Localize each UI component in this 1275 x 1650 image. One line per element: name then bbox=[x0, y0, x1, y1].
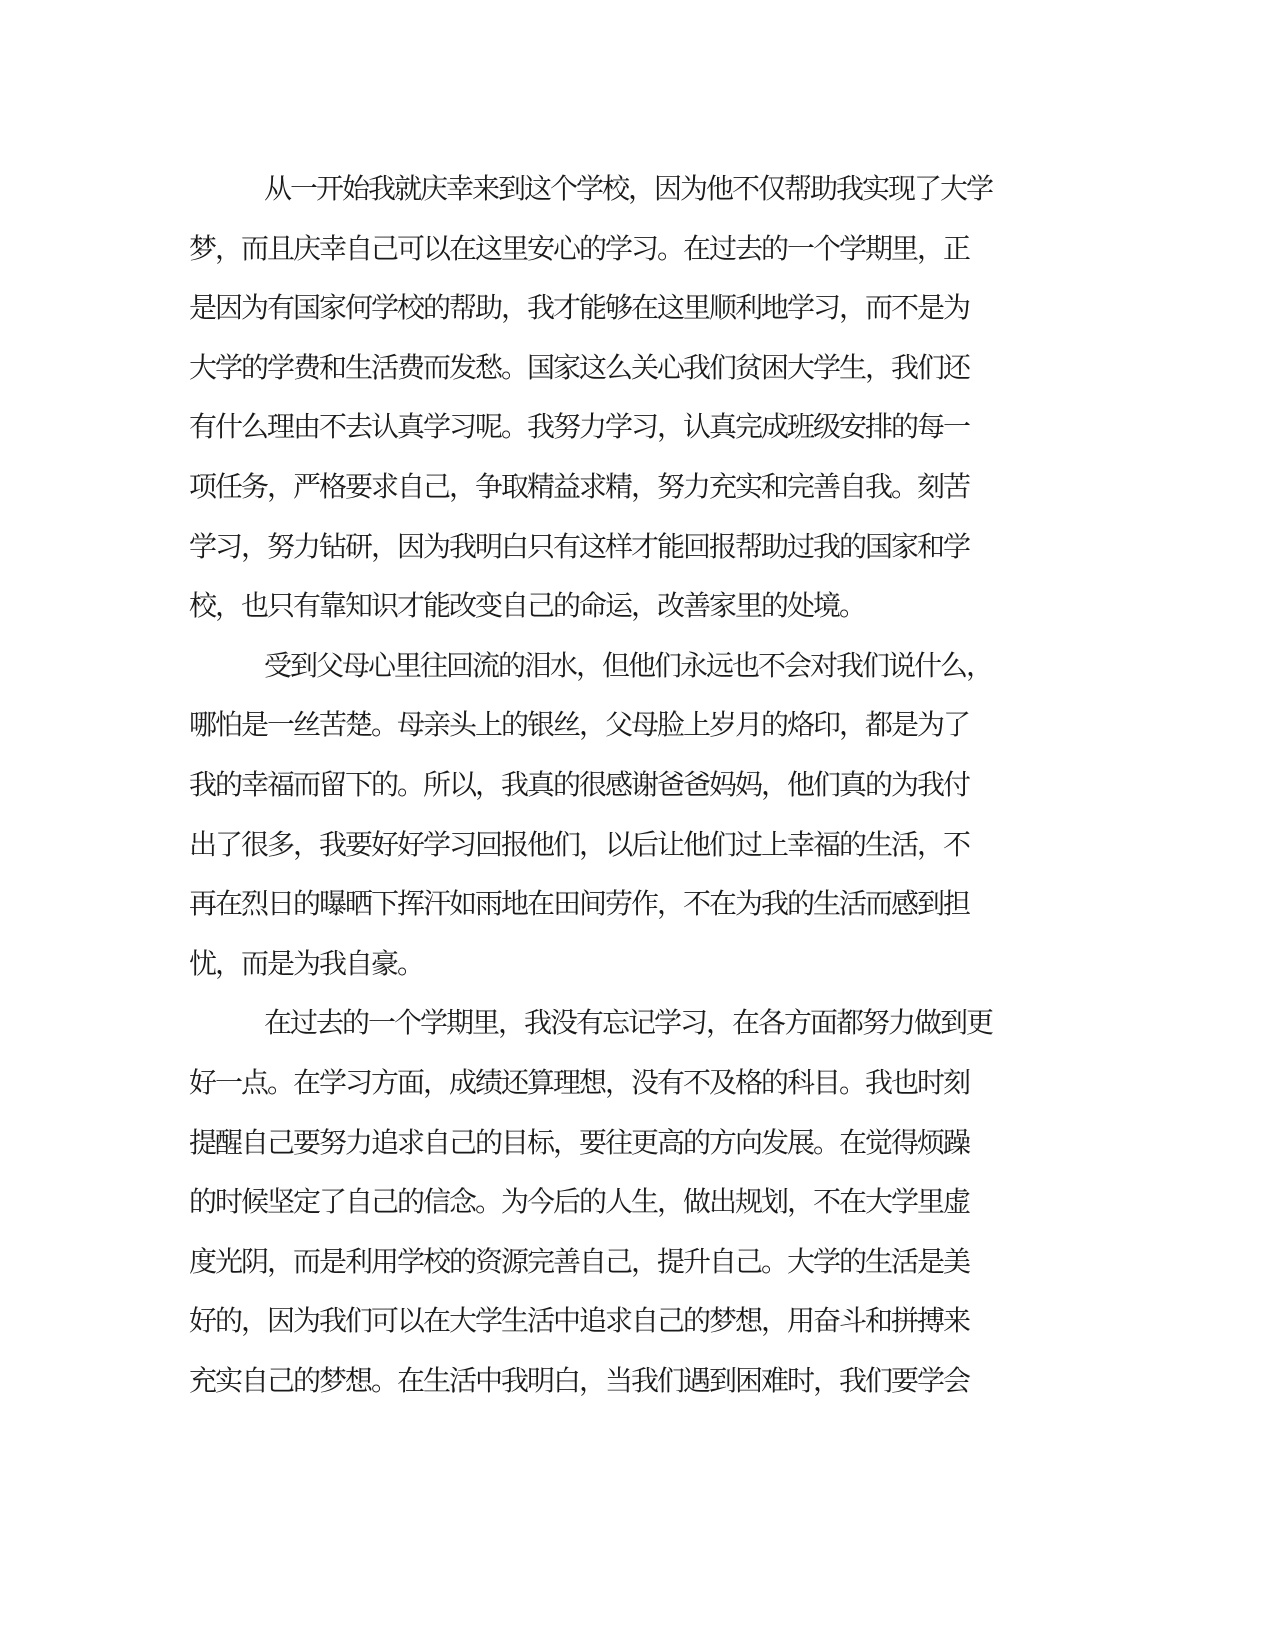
text-line: 哪怕是一丝苦楚。母亲头上的银丝，父母脸上岁月的烙印，都是为了 bbox=[189, 708, 970, 742]
paragraph-first-line: 受到父母心里往回流的泪水，但他们永远也不会对我们说什么， bbox=[264, 648, 993, 682]
text-line: 提醒自己要努力追求自己的目标，要往更高的方向发展。在觉得烦躁 bbox=[189, 1125, 970, 1159]
text-line: 的时候坚定了自己的信念。为今后的人生，做出规划，不在大学里虚 bbox=[189, 1185, 970, 1219]
text-line: 充实自己的梦想。在生活中我明白，当我们遇到困难时，我们要学会 bbox=[189, 1363, 970, 1397]
text-line: 学习，努力钻研，因为我明白只有这样才能回报帮助过我的国家和学 bbox=[189, 529, 970, 563]
text-line: 校，也只有靠知识才能改变自己的命运，改善家里的处境。 bbox=[189, 589, 866, 623]
body-text bbox=[189, 159, 1089, 1410]
paragraph-first-line: 在过去的一个学期里，我没有忘记学习，在各方面都努力做到更 bbox=[264, 1006, 993, 1040]
text-line: 有什么理由不去认真学习呢。我努力学习，认真完成班级安排的每一 bbox=[189, 410, 970, 444]
text-line: 忧，而是为我自豪。 bbox=[189, 946, 424, 980]
text-line: 好的，因为我们可以在大学生活中追求自己的梦想，用奋斗和拼搏来 bbox=[189, 1304, 970, 1338]
text-line: 大学的学费和生活费而发愁。国家这么关心我们贫困大学生，我们还 bbox=[189, 350, 970, 384]
text-line: 我的幸福而留下的。所以，我真的很感谢爸爸妈妈，他们真的为我付 bbox=[189, 767, 970, 801]
text-line: 是因为有国家何学校的帮助，我才能够在这里顺利地学习，而不是为 bbox=[189, 291, 970, 325]
paragraph-first-line: 从一开始我就庆幸来到这个学校，因为他不仅帮助我实现了大学 bbox=[264, 172, 993, 205]
text-line: 好一点。在学习方面，成绩还算理想，没有不及格的科目。我也时刻 bbox=[189, 1065, 970, 1099]
text-line: 度光阴，而是利用学校的资源完善自己，提升自己。大学的生活是美 bbox=[189, 1244, 970, 1278]
text-line: 出了很多，我要好好学习回报他们，以后让他们过上幸福的生活，不 bbox=[189, 827, 970, 861]
text-line: 项任务，严格要求自己，争取精益求精，努力充实和完善自我。刻苦 bbox=[189, 469, 970, 503]
text-line: 梦，而且庆幸自己可以在这里安心的学习。在过去的一个学期里，正 bbox=[189, 231, 970, 265]
text-line: 再在烈日的曝晒下挥汗如雨地在田间劳作，不在为我的生活而感到担 bbox=[189, 887, 970, 921]
